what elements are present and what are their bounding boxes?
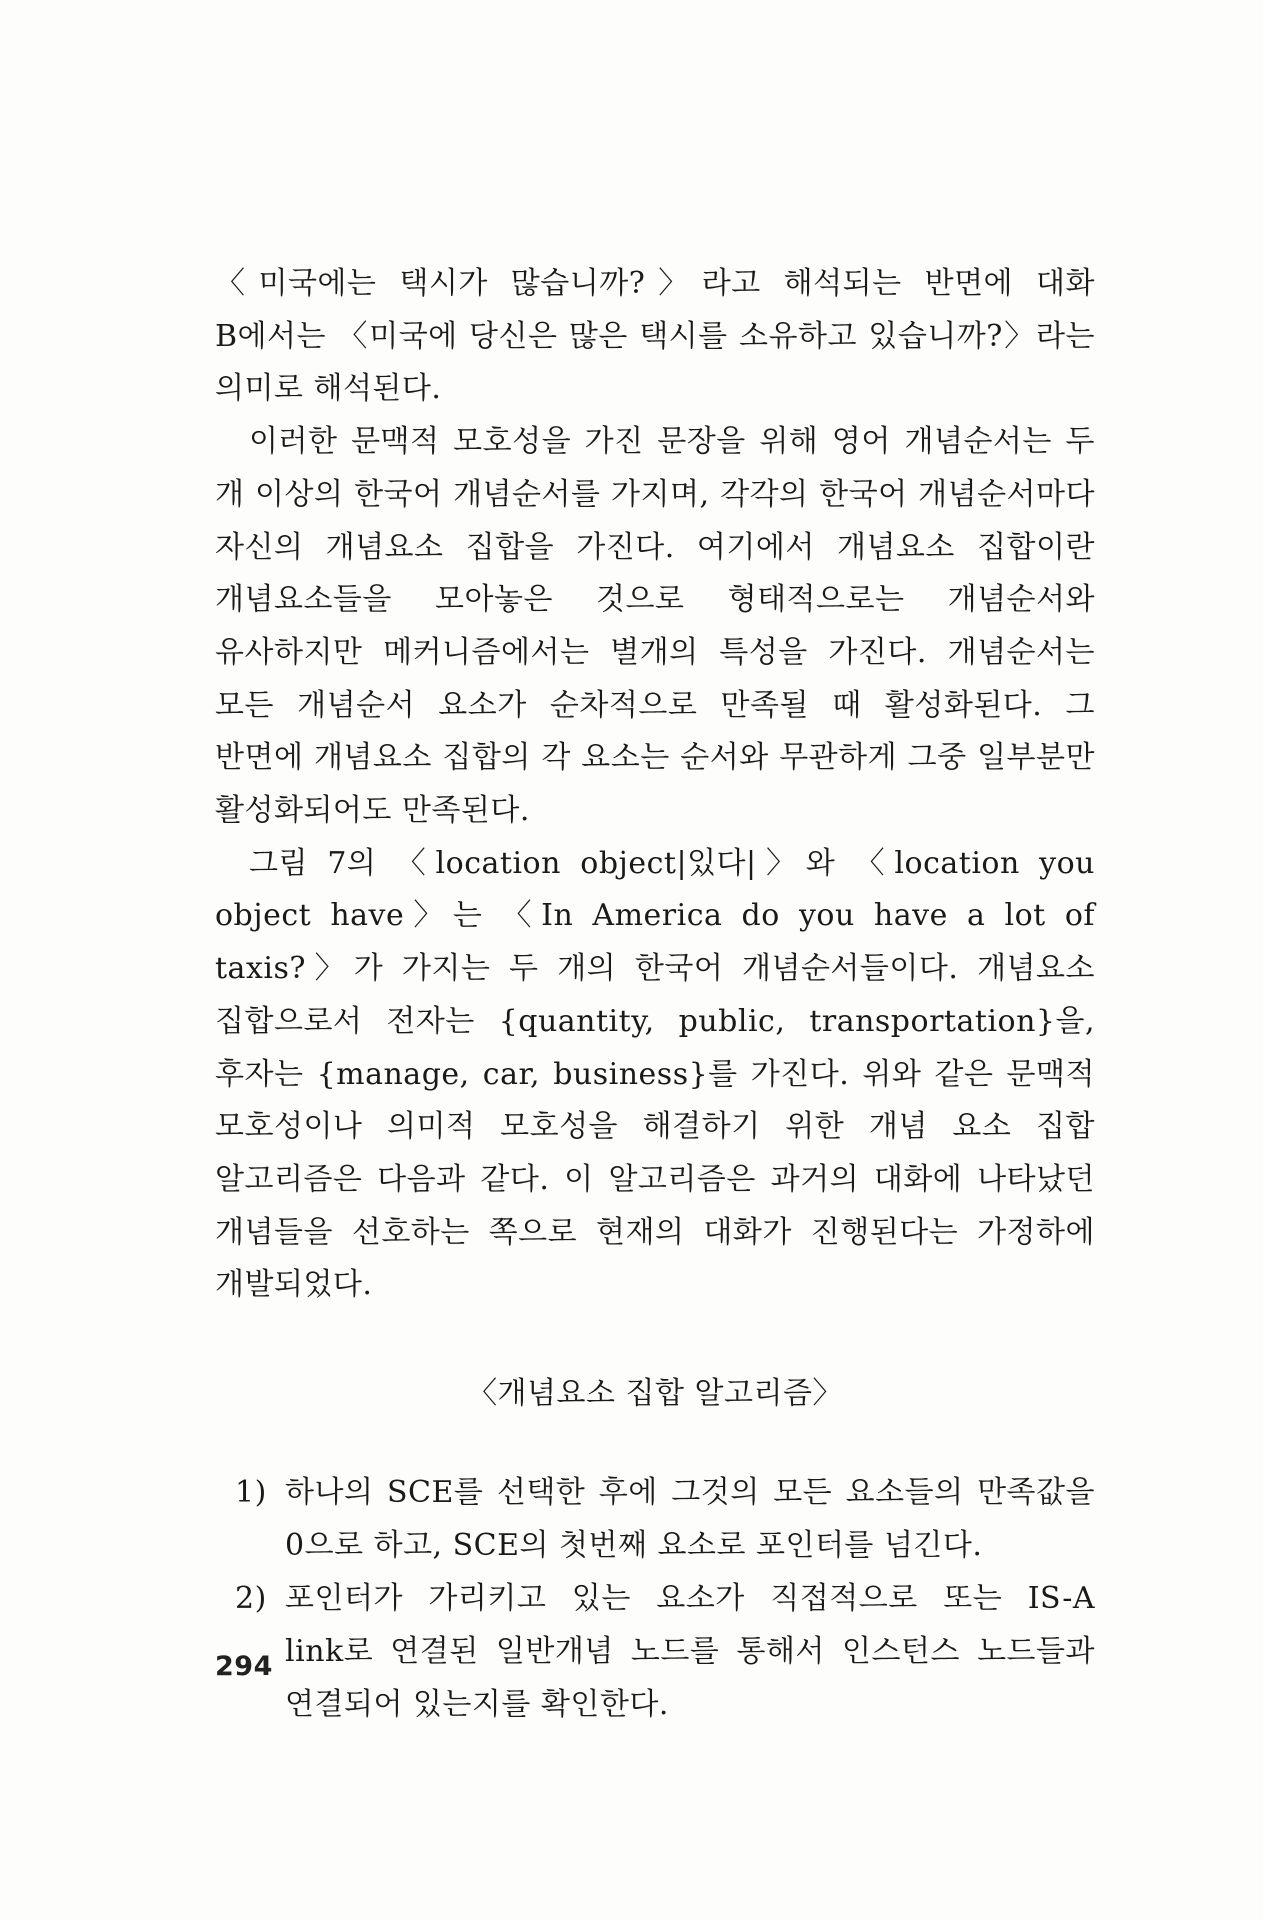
paragraph-1: 〈미국에는 택시가 많습니까?〉라고 해석되는 반면에 대화 B에서는 〈미국에 당신은 많은 택시를 소유하고 있습니까?〉라는 의미로 해석된다. [215, 266, 1095, 407]
list-item [235, 1466, 1095, 1572]
algorithm-steps [215, 1466, 1095, 1731]
paragraph-2: 이러한 문맥적 모호성을 가진 문장을 위해 영어 개념순서는 두 개 이상의 한국어 개념순서를 가지며, 각각의 한국어 개념순서마다 자신의 개념요소 집합을 가진다. 여기에서 개념요소 집합이란 개념요소들을 모아놓은 것으로 형태적으로는 개념순서와 유사하지만 메커니즘에서는 별개의 특성을 가진다. 개념순서는 모든 개념순서 요소가 순차적으로 만족될 때 활성화된다. 그 반면에 개념요소 집합의 각 요소는 순서와 무관하게 그중 일부분만 활성화되어도 만족된다. [215, 424, 1095, 829]
step-text: 하나의 SCE를 선택한 후에 그것의 모든 요소들의 만족값을 0으로 하고, SCE의 첫번째 요소로 포인터를 넘긴다. [285, 1475, 1095, 1564]
list-item [235, 1572, 1095, 1731]
page-number: 294 [215, 1651, 273, 1682]
step-text: 포인터가 가리키고 있는 요소가 직접적으로 또는 IS-A link로 연결된 일반개념 노드를 통해서 인스턴스 노드들과 연결되어 있는지를 확인한다. [285, 1581, 1095, 1723]
body-text [215, 258, 1095, 1731]
step-number: 1) [235, 1475, 267, 1511]
step-number: 2) [235, 1581, 267, 1617]
paragraph-3: 그림 7의 〈location object|있다|〉와 〈location you object have〉는 〈In America do you have a lot of taxis?〉가 가지는 두 개의 한국어 개념순서들이다. 개념요소 집합으로서 전자는 {quantity, public, transportation}을, 후자는 {manage, car, business}를 가진다. 위와 같은 문맥적 모호성이나 의미적 모호성을 해결하기 위한 개념 요소 집합 알고리즘은 다음과 같다. 이 알고리즘은 과거의 대화에 나타났던 개념들을 선호하는 쪽으로 현재의 대화가 진행된다는 가정하에 개발되었다. [215, 845, 1095, 1303]
algorithm-heading: 〈개념요소 집합 알고리즘〉 [467, 1376, 843, 1412]
